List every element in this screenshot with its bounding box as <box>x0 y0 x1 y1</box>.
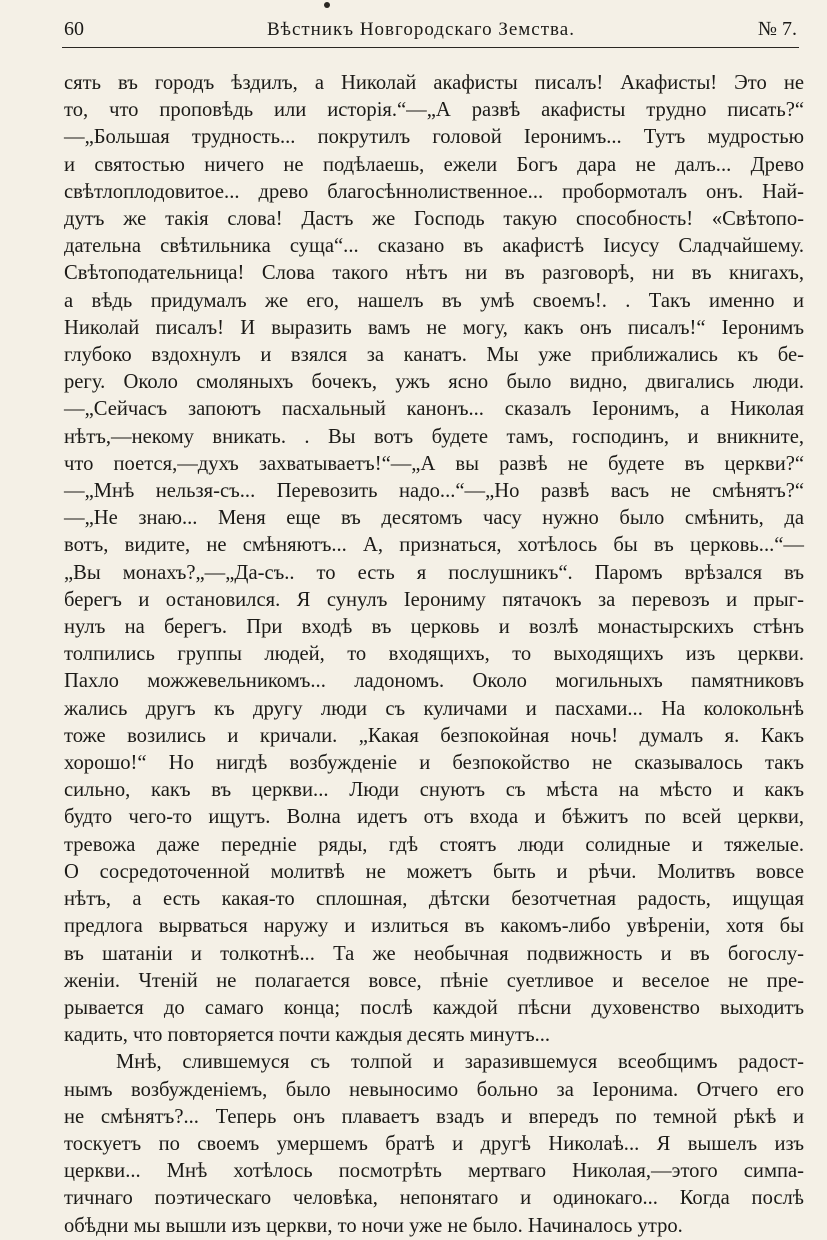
text-line: берегъ и остановился. Я сунулъ Іерониму пятачокъ за перевозъ и прыг- <box>64 588 804 611</box>
text-line: не смѣнятъ?... Теперь онъ плаваетъ взадъ и впередъ по темной рѣкѣ и <box>64 1105 804 1128</box>
text-line: обѣдни мы вышли изъ церкви, то ночи уже не было. Начиналось утро. <box>64 1214 683 1237</box>
text-line: вотъ, видите, не смѣняютъ... А, признаться, хотѣлось бы въ церковь...“— <box>64 534 804 557</box>
page-number: 60 <box>64 18 84 40</box>
text-line: сять въ городъ ѣздилъ, а Николай акафисты писалъ! Акафисты! Это не <box>64 72 804 94</box>
text-line: а вѣдь придумалъ же его, нашелъ въ умѣ своемъ!. . Такъ именно и <box>64 289 804 312</box>
text-line: будто чего-то ищутъ. Волна идетъ отъ входа и бѣжитъ по всей церкви, <box>64 806 804 829</box>
text-line: дательна свѣтильника суща“... сказано въ акафистѣ Іисусу Сладчайшему. <box>64 235 804 258</box>
text-line: —„Мнѣ нельзя-съ... Перевозить надо...“—„Но развѣ васъ не смѣнятъ?“ <box>64 480 804 503</box>
text-line: Пахло можжевельникомъ... ладономъ. Около могильныхъ памятниковъ <box>64 670 804 693</box>
text-line: нымъ возбужденіемъ, было невыносимо больно за Іеронима. Отчего его <box>64 1078 804 1101</box>
text-line: регу. Около смоляныхъ бочекъ, ужъ ясно было видно, двигались люди. <box>64 371 804 394</box>
text-line: что поется,—духъ захватываетъ!“—„А вы развѣ не будете въ церкви?“ <box>64 452 804 475</box>
text-line: кадить, что повторяется почти каждыя десять минутъ... <box>64 1024 551 1047</box>
page-header <box>64 18 797 44</box>
text-line: —„Не знаю... Меня еще въ десятомъ часу нужно было смѣнить, да <box>64 507 804 530</box>
text-line: Свѣтоподательница! Слова такого нѣтъ ни въ разговорѣ, ни въ книгахъ, <box>64 262 804 285</box>
journal-title: Вѣстникъ Новгородскаго Земства. <box>266 19 575 40</box>
text-line: —„Большая трудность... покрутилъ головой Іеронимъ... Тутъ мудростью <box>64 126 804 149</box>
header-ornament-dot <box>324 2 330 8</box>
text-line: Мнѣ, слившемуся съ толпой и заразившемуся всеобщимъ радост- <box>116 1051 804 1074</box>
text-line: толпились группы людей, то входящихъ, то выходящихъ изъ церкви. <box>64 643 804 666</box>
text-line: женіи. Чтеній не полагается вовсе, пѣніе суетливое и веселое не пре- <box>64 969 804 992</box>
text-line: въ шатаніи и толкотнѣ... Та же необычная подвижность и въ богослу- <box>64 942 804 965</box>
text-line: О сосредоточенной молитвѣ не можетъ быть и рѣчи. Молитвъ вовсе <box>64 860 804 883</box>
text-line: тичнаго поэтическаго человѣка, непонятаго и одинокаго... Когда послѣ <box>64 1187 804 1210</box>
text-line: и святостью ничего не подѣлаешь, ежели Богъ дара не далъ... Древо <box>64 153 804 176</box>
paragraph <box>64 70 804 1049</box>
text-line: предлога вырваться наружу и излиться въ какомъ-либо увѣреніи, хотя бы <box>64 915 804 938</box>
header-rule <box>62 47 799 48</box>
paragraph <box>64 1049 804 1239</box>
text-line: тревожа даже передніе ряды, гдѣ стоятъ люди солидные и тяжелые. <box>64 833 804 856</box>
text-line: Николай писалъ! И выразить вамъ не могу, какъ онъ писалъ!“ Іеронимъ <box>64 316 804 339</box>
text-line: тоже возились и кричали. „Какая безпокойная ночь! думалъ я. Какъ <box>64 724 804 747</box>
text-line: хорошо!“ Но нигдѣ возбужденіе и безпокойство не сказывалось такъ <box>64 752 804 775</box>
text-line: сильно, какъ въ церкви... Люди снуютъ съ мѣста на мѣсто и какъ <box>64 779 804 802</box>
text-line: глубоко вздохнулъ и взялся за канатъ. Мы уже приближались къ бе- <box>64 344 804 367</box>
text-line: свѣтлоплодовитое... древо благосѣннолиственное... пробормоталъ онъ. Най- <box>64 180 804 203</box>
text-line: нѣтъ,—некому вникать. . Вы вотъ будете тамъ, господинъ, и вникните, <box>64 425 804 448</box>
text-line: рывается до самаго конца; послѣ каждой пѣсни духовенство выходитъ <box>64 996 804 1019</box>
text-line: то, что проповѣдь или исторія.“—„А развѣ акафисты трудно писать?“ <box>64 99 804 122</box>
issue-number: № 7. <box>757 18 797 40</box>
text-line: тоскуетъ по своемъ умершемъ братѣ и другѣ Николаѣ... Я вышелъ изъ <box>64 1132 804 1155</box>
text-line: „Вы монахъ?„—„Да-съ.. то есть я послушникъ“. Паромъ врѣзался въ <box>64 561 804 584</box>
text-line: дутъ же такія слова! Дастъ же Господь такую способность! «Свѣтопо- <box>64 208 804 231</box>
text-line: нулъ на берегъ. При входѣ въ церковь и возлѣ монастырскихъ стѣнъ <box>64 616 804 639</box>
text-line: жались другъ къ другу люди съ куличами и пасхами... На колокольнѣ <box>64 697 804 720</box>
text-line: нѣтъ, а есть какая-то сплошная, дѣтски безотчетная радость, ищущая <box>64 888 804 911</box>
body-text <box>64 70 804 1240</box>
text-line: церкви... Мнѣ хотѣлось посмотрѣть мертваго Николая,—этого симпа- <box>64 1160 804 1183</box>
text-line: —„Сейчасъ запоютъ пасхальный канонъ... сказалъ Іеронимъ, а Николая <box>64 398 804 421</box>
